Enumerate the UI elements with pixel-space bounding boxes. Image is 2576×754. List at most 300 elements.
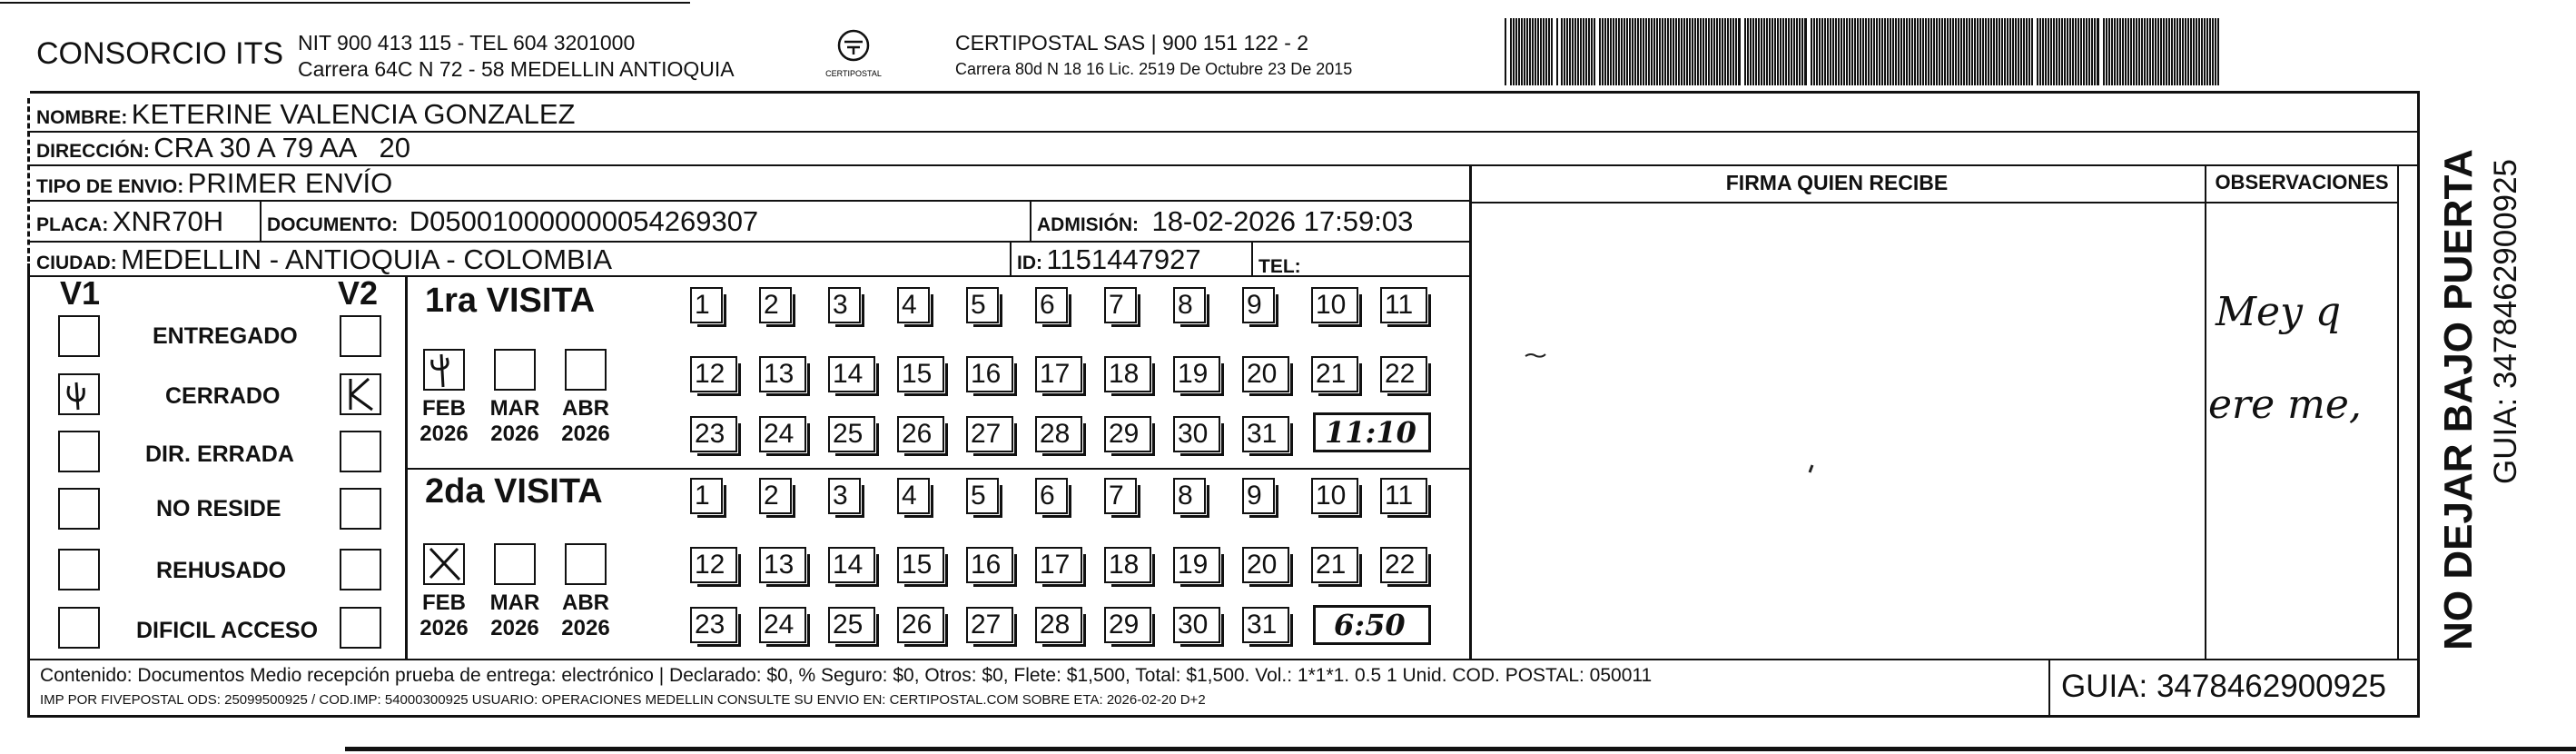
visit1-day-box[interactable]: 23 bbox=[690, 416, 737, 452]
barcode-bar bbox=[1708, 18, 1710, 85]
visit2-day-box[interactable]: 16 bbox=[966, 547, 1013, 583]
nombre-value: KETERINE VALENCIA GONZALEZ bbox=[131, 98, 576, 130]
barcode-bar bbox=[2212, 18, 2214, 85]
visit1-day-box[interactable]: 10 bbox=[1311, 287, 1358, 323]
carrier-line1: CERTIPOSTAL SAS | 900 151 122 - 2 bbox=[955, 31, 1309, 55]
visit2-month-abr-checkbox[interactable] bbox=[565, 543, 607, 585]
visit1-day-box[interactable]: 25 bbox=[828, 416, 875, 452]
barcode-bar bbox=[2083, 18, 2085, 85]
barcode-bar bbox=[1988, 18, 1989, 85]
barcode-bar bbox=[2053, 18, 2055, 85]
barcode-bar bbox=[1752, 18, 1754, 85]
barcode-bar bbox=[1895, 18, 1897, 85]
barcode-bar bbox=[1724, 18, 1726, 85]
visit1-month-abr-checkbox[interactable] bbox=[565, 349, 607, 391]
visit1-month-mar-checkbox[interactable] bbox=[494, 349, 536, 391]
svg-text:CERTIPOSTAL: CERTIPOSTAL bbox=[825, 69, 882, 78]
barcode-bar bbox=[2012, 18, 2014, 85]
admision-value: 18-02-2026 17:59:03 bbox=[1151, 205, 1414, 237]
v1-label: V1 bbox=[60, 274, 101, 312]
barcode-bar bbox=[1716, 18, 1718, 85]
barcode-bar bbox=[2018, 18, 2019, 85]
barcode-bar bbox=[2185, 18, 2186, 85]
barcode-bar bbox=[2080, 18, 2082, 85]
v1-no-reside-checkbox[interactable] bbox=[58, 488, 100, 530]
barcode-bar bbox=[2020, 18, 2022, 85]
barcode-bar bbox=[1799, 18, 1801, 85]
visit2-day-box[interactable]: 4 bbox=[897, 478, 930, 514]
barcode-bar bbox=[1755, 18, 1757, 85]
visit1-day-box[interactable]: 27 bbox=[966, 416, 1013, 452]
barcode-bar bbox=[1870, 18, 1872, 85]
tel-row: TEL: bbox=[1258, 256, 1301, 277]
barcode-bar bbox=[2061, 18, 2063, 85]
barcode-bar bbox=[1670, 18, 1672, 85]
barcode-bar bbox=[1841, 18, 1842, 85]
visit2-day-box[interactable]: 26 bbox=[897, 607, 944, 643]
barcode-bar bbox=[2179, 18, 2181, 85]
barcode-bar bbox=[1524, 18, 1525, 85]
barcode-bar bbox=[1681, 18, 1683, 85]
barcode-bar bbox=[1566, 18, 1568, 85]
tipo-envio-row: TIPO DE ENVIO: PRIMER ENVÍO bbox=[36, 167, 393, 199]
barcode-bar bbox=[2056, 18, 2058, 85]
visit1-day-box[interactable]: 2 bbox=[759, 287, 792, 323]
barcode-bar bbox=[1979, 18, 1981, 85]
barcode-bar bbox=[1782, 18, 1784, 85]
barcode-bar bbox=[2058, 18, 2060, 85]
barcode-bar bbox=[1551, 18, 1553, 85]
barcode-bar bbox=[2136, 18, 2137, 85]
visit1-day-box[interactable]: 20 bbox=[1242, 356, 1289, 392]
barcode-bar bbox=[1824, 18, 1826, 85]
barcode-bar bbox=[2122, 18, 2124, 85]
barcode-bar bbox=[1692, 18, 1693, 85]
visit1-day-box[interactable]: 28 bbox=[1035, 416, 1082, 452]
visit2-day-box[interactable]: 12 bbox=[690, 547, 737, 583]
visit1-day-box[interactable]: 18 bbox=[1104, 356, 1151, 392]
barcode-bar bbox=[2114, 18, 2116, 85]
v2-cerrado-checkbox[interactable] bbox=[340, 373, 381, 415]
barcode-bar bbox=[1750, 18, 1752, 85]
barcode-bar bbox=[2086, 18, 2087, 85]
barcode-bar bbox=[2163, 18, 2165, 85]
barcode-bar bbox=[2193, 18, 2195, 85]
barcode-bar bbox=[1632, 18, 1633, 85]
barcode-bar bbox=[1873, 18, 1875, 85]
barcode-bar bbox=[2028, 18, 2030, 85]
status-dir-errada: DIR. ERRADA bbox=[145, 441, 294, 467]
barcode-bar bbox=[1920, 18, 1921, 85]
visit1-day-box[interactable]: 26 bbox=[897, 416, 944, 452]
visit2-day-box[interactable]: 25 bbox=[828, 607, 875, 643]
barcode-bar bbox=[1772, 18, 1773, 85]
visit2-day-box[interactable]: 23 bbox=[690, 607, 737, 643]
barcode-bar bbox=[2072, 18, 2074, 85]
visit1-day-box[interactable]: 11 bbox=[1380, 287, 1427, 323]
visit1-day-box[interactable]: 24 bbox=[759, 416, 806, 452]
visit1-day-box[interactable]: 31 bbox=[1242, 416, 1289, 452]
barcode-bar bbox=[2160, 18, 2162, 85]
barcode-bar bbox=[1925, 18, 1927, 85]
visit2-day-box[interactable]: 1 bbox=[690, 478, 723, 514]
barcode-bar bbox=[1659, 18, 1661, 85]
barcode-bar bbox=[1763, 18, 1765, 85]
visit1-day-box[interactable]: 13 bbox=[759, 356, 806, 392]
barcode-bar bbox=[1977, 18, 1979, 85]
visit2-hour-box[interactable] bbox=[1313, 605, 1431, 645]
barcode-bar bbox=[1917, 18, 1919, 85]
barcode-bar bbox=[2130, 18, 2132, 85]
visit2-day-box[interactable]: 21 bbox=[1311, 547, 1358, 583]
visit1-hour: 11:10 bbox=[1325, 415, 1416, 450]
barcode-bar bbox=[2182, 18, 2184, 85]
visit2-day-box[interactable]: 6 bbox=[1035, 478, 1068, 514]
barcode-bar bbox=[2174, 18, 2176, 85]
v1-rehusado-checkbox[interactable] bbox=[58, 549, 100, 590]
v1-dir-errada-checkbox[interactable] bbox=[58, 431, 100, 472]
barcode-bar bbox=[2119, 18, 2121, 85]
barcode-bar bbox=[1761, 18, 1762, 85]
barcode-bar bbox=[1865, 18, 1867, 85]
footer-contenido: Contenido: Documentos Medio recepción prueba de entrega: electrónico | Declarado: $0, % Seguro: $0, Otros: $0, Flete: $1,500, Total: $1,500. Vol.: 1*1*1. 0.5 1 Unid. COD. POSTAL: 050011 bbox=[40, 665, 1653, 686]
barcode-bar bbox=[2001, 18, 2003, 85]
barcode-bar bbox=[1744, 18, 1746, 85]
v2-entregado-checkbox[interactable] bbox=[340, 315, 381, 357]
barcode-bar bbox=[1621, 18, 1623, 85]
certipostal-logo bbox=[817, 27, 890, 82]
barcode-bar bbox=[2050, 18, 2052, 85]
v2-no-reside-checkbox[interactable] bbox=[340, 488, 381, 530]
visit1-month-abr: ABR 2026 bbox=[561, 396, 610, 446]
barcode-bar bbox=[1664, 18, 1666, 85]
visit1-month-mar: MAR 2026 bbox=[489, 396, 540, 446]
side-guia: GUIA: 3478462900925 bbox=[2488, 158, 2523, 485]
barcode-bar bbox=[1727, 18, 1729, 85]
visit1-day-box[interactable]: 19 bbox=[1173, 356, 1220, 392]
visit2-day-box[interactable]: 19 bbox=[1173, 547, 1220, 583]
signature-area[interactable] bbox=[1480, 209, 2197, 654]
visit1-day-box[interactable]: 21 bbox=[1311, 356, 1358, 392]
visit1-day-box[interactable]: 22 bbox=[1380, 356, 1427, 392]
barcode-bar bbox=[2133, 18, 2135, 85]
barcode-bar bbox=[2117, 18, 2118, 85]
barcode-bar bbox=[1857, 18, 1859, 85]
barcode-bar bbox=[1615, 18, 1617, 85]
barcode-bar bbox=[1505, 18, 1506, 85]
barcode-bar bbox=[1697, 18, 1699, 85]
barcode-bar bbox=[1868, 18, 1870, 85]
barcode-bar bbox=[2091, 18, 2093, 85]
barcode-bar bbox=[1903, 18, 1905, 85]
visit2-hour: 6:50 bbox=[1334, 608, 1406, 642]
barcode-bar bbox=[1879, 18, 1880, 85]
visit2-day-box[interactable]: 3 bbox=[828, 478, 861, 514]
barcode-bar bbox=[1811, 18, 1812, 85]
barcode-bar bbox=[1673, 18, 1674, 85]
barcode-bar bbox=[1604, 18, 1606, 85]
visit2-day-box[interactable]: 11 bbox=[1380, 478, 1427, 514]
barcode-bar bbox=[1675, 18, 1677, 85]
barcode-bar bbox=[1700, 18, 1702, 85]
direccion-value: CRA 30 A 79 AA 20 bbox=[153, 132, 410, 164]
visit2-day-box[interactable]: 24 bbox=[759, 607, 806, 643]
barcode-bar bbox=[1569, 18, 1571, 85]
barcode-bar bbox=[1640, 18, 1642, 85]
barcode-bar bbox=[1618, 18, 1620, 85]
barcode-bar bbox=[1678, 18, 1680, 85]
visit2-day-box[interactable]: 14 bbox=[828, 547, 875, 583]
barcode-bar bbox=[1545, 18, 1547, 85]
visit2-day-box[interactable]: 30 bbox=[1173, 607, 1220, 643]
visit1-day-box[interactable]: 12 bbox=[690, 356, 737, 392]
barcode-bar bbox=[1974, 18, 1976, 85]
barcode-bar bbox=[2007, 18, 2008, 85]
firma-header: FIRMA QUIEN RECIBE bbox=[1725, 171, 1949, 194]
ciudad-row: CIUDAD: MEDELLIN - ANTIOQUIA - COLOMBIA bbox=[36, 243, 612, 275]
barcode-bar bbox=[1887, 18, 1889, 85]
barcode-bar bbox=[1537, 18, 1539, 85]
barcode-bar bbox=[2215, 18, 2216, 85]
barcode-bar bbox=[2088, 18, 2090, 85]
barcode-bar bbox=[1521, 18, 1523, 85]
barcode-bar bbox=[1637, 18, 1639, 85]
visit1-day-box[interactable]: 9 bbox=[1242, 287, 1275, 323]
visit2-day-box[interactable]: 2 bbox=[759, 478, 792, 514]
barcode-bar bbox=[1796, 18, 1798, 85]
barcode-bar bbox=[1941, 18, 1943, 85]
barcode-bar bbox=[1960, 18, 1962, 85]
barcode-bar bbox=[1838, 18, 1840, 85]
barcode-bar bbox=[2155, 18, 2157, 85]
barcode-bar bbox=[1963, 18, 1965, 85]
barcode-bar bbox=[1835, 18, 1837, 85]
v1-dificil-acceso-checkbox[interactable] bbox=[58, 607, 100, 649]
barcode-bar bbox=[1846, 18, 1848, 85]
barcode-bar bbox=[2108, 18, 2110, 85]
visit2-day-box[interactable]: 22 bbox=[1380, 547, 1427, 583]
barcode-bar bbox=[2217, 18, 2219, 85]
barcode-bar bbox=[1662, 18, 1663, 85]
v2-rehusado-checkbox[interactable] bbox=[340, 549, 381, 590]
documento-row: DOCUMENTO: D050010000000054269307 bbox=[267, 205, 759, 237]
direccion-row: DIRECCIÓN: CRA 30 A 79 AA 20 bbox=[36, 132, 410, 164]
barcode-bar bbox=[1703, 18, 1704, 85]
visit1-day-box[interactable]: 3 bbox=[828, 287, 861, 323]
barcode-bar bbox=[1851, 18, 1853, 85]
barcode-bar bbox=[1928, 18, 1930, 85]
v2-dir-errada-checkbox[interactable] bbox=[340, 431, 381, 472]
barcode-bar bbox=[2166, 18, 2167, 85]
visit2-day-box[interactable]: 9 bbox=[1242, 478, 1275, 514]
visit2-month-mar-checkbox[interactable] bbox=[494, 543, 536, 585]
id-value: 1151447927 bbox=[1046, 243, 1201, 275]
barcode-bar bbox=[1816, 18, 1818, 85]
visit2-month-mar: MAR 2026 bbox=[489, 590, 540, 640]
barcode-bar bbox=[1999, 18, 2000, 85]
visit1-day-box[interactable]: 8 bbox=[1173, 287, 1206, 323]
barcode-bar bbox=[1689, 18, 1691, 85]
visit1-day-box[interactable]: 7 bbox=[1104, 287, 1137, 323]
barcode-bar bbox=[1788, 18, 1790, 85]
visit2-day-box[interactable]: 29 bbox=[1104, 607, 1151, 643]
barcode-bar bbox=[1993, 18, 1995, 85]
visit1-month-feb-checkbox[interactable] bbox=[423, 349, 465, 391]
visit2-title: 2da VISITA bbox=[425, 472, 603, 511]
barcode-bar bbox=[1804, 18, 1807, 85]
visit2-day-box[interactable]: 7 bbox=[1104, 478, 1137, 514]
barcode-bar bbox=[2138, 18, 2140, 85]
barcode-bar bbox=[2127, 18, 2129, 85]
visit2-day-box[interactable]: 27 bbox=[966, 607, 1013, 643]
barcode-bar bbox=[1526, 18, 1528, 85]
status-no-reside: NO RESIDE bbox=[156, 496, 281, 521]
barcode-bar bbox=[2125, 18, 2127, 85]
barcode-bar bbox=[1952, 18, 1954, 85]
visit1-day-box[interactable]: 6 bbox=[1035, 287, 1068, 323]
barcode-bar bbox=[2147, 18, 2148, 85]
barcode-bar bbox=[2015, 18, 2017, 85]
barcode-bar bbox=[2048, 18, 2049, 85]
visit2-month-feb: FEB 2026 bbox=[419, 590, 469, 640]
barcode-bar bbox=[1686, 18, 1688, 85]
barcode-bar bbox=[1944, 18, 1946, 85]
barcode-bar bbox=[1532, 18, 1534, 85]
visit2-day-box[interactable]: 10 bbox=[1311, 478, 1358, 514]
barcode-bar bbox=[2204, 18, 2206, 85]
barcode-bar bbox=[1892, 18, 1894, 85]
barcode-bar bbox=[1933, 18, 1935, 85]
barcode-bar bbox=[2209, 18, 2211, 85]
barcode-bar bbox=[1732, 18, 1734, 85]
barcode-bar bbox=[2023, 18, 2025, 85]
barcode-bar bbox=[1645, 18, 1647, 85]
v2-label: V2 bbox=[338, 274, 379, 312]
visit1-day-box[interactable]: 15 bbox=[897, 356, 944, 392]
visit2-day-box[interactable]: 5 bbox=[966, 478, 999, 514]
barcode-bar bbox=[2171, 18, 2173, 85]
barcode-bar bbox=[2144, 18, 2146, 85]
visit1-day-box[interactable]: 16 bbox=[966, 356, 1013, 392]
barcode-bar bbox=[1900, 18, 1902, 85]
barcode-bar bbox=[1996, 18, 1998, 85]
barcode-bar bbox=[2094, 18, 2096, 85]
barcode-bar bbox=[2103, 18, 2105, 85]
visit2-day-box[interactable]: 15 bbox=[897, 547, 944, 583]
barcode-bar bbox=[1860, 18, 1861, 85]
barcode-bar bbox=[1813, 18, 1815, 85]
documento-value: D050010000000054269307 bbox=[409, 205, 759, 237]
visit1-day-box[interactable]: 1 bbox=[690, 287, 723, 323]
barcode-bar bbox=[1930, 18, 1932, 85]
barcode-bar bbox=[1577, 18, 1579, 85]
barcode-bar bbox=[2042, 18, 2044, 85]
visit1-day-box[interactable]: 30 bbox=[1173, 416, 1220, 452]
barcode-bar bbox=[1735, 18, 1737, 85]
visit1-day-box[interactable]: 4 bbox=[897, 287, 930, 323]
v1-entregado-checkbox[interactable] bbox=[58, 315, 100, 357]
barcode-bar bbox=[2149, 18, 2151, 85]
visit2-day-box[interactable]: 13 bbox=[759, 547, 806, 583]
barcode-bar bbox=[1548, 18, 1550, 85]
visit2-month-feb-checkbox[interactable] bbox=[423, 543, 465, 585]
barcode-bar bbox=[1583, 18, 1584, 85]
company-info-line2: Carrera 64C N 72 - 58 MEDELLIN ANTIOQUIA bbox=[298, 57, 735, 81]
barcode-bar bbox=[1518, 18, 1520, 85]
barcode-bar bbox=[1711, 18, 1712, 85]
visit2-day-box[interactable]: 31 bbox=[1242, 607, 1289, 643]
barcode-bar bbox=[1651, 18, 1653, 85]
footer-guia: GUIA: 3478462900925 bbox=[2060, 669, 2387, 704]
v2-dificil-acceso-checkbox[interactable] bbox=[340, 607, 381, 649]
barcode-bar bbox=[1793, 18, 1795, 85]
visit1-day-box[interactable]: 29 bbox=[1104, 416, 1151, 452]
barcode-bar bbox=[1785, 18, 1787, 85]
barcode-bar bbox=[2176, 18, 2178, 85]
barcode-bar bbox=[1730, 18, 1732, 85]
visit2-day-box[interactable]: 28 bbox=[1035, 607, 1082, 643]
barcode-bar bbox=[1982, 18, 1984, 85]
barcode-bar bbox=[1556, 18, 1558, 85]
barcode-bar bbox=[1591, 18, 1593, 85]
barcode-bar bbox=[2039, 18, 2041, 85]
barcode-bar bbox=[1656, 18, 1658, 85]
visit2-month-abr: ABR 2026 bbox=[561, 590, 610, 640]
barcode-bar bbox=[1884, 18, 1886, 85]
barcode-bar bbox=[2206, 18, 2208, 85]
barcode-bar bbox=[1876, 18, 1878, 85]
visit1-hour-box[interactable] bbox=[1313, 412, 1431, 452]
barcode-bar bbox=[2187, 18, 2189, 85]
barcode-bar bbox=[1890, 18, 1891, 85]
side-warning: NO DEJAR BAJO PUERTA bbox=[2436, 149, 2481, 650]
visit2-day-box[interactable]: 18 bbox=[1104, 547, 1151, 583]
status-rehusado: REHUSADO bbox=[156, 558, 287, 583]
barcode-bar bbox=[2141, 18, 2143, 85]
company-name: CONSORCIO ITS bbox=[36, 36, 284, 71]
status-dificil-acceso: DIFICIL ACCESO bbox=[136, 618, 319, 643]
barcode-bar bbox=[2075, 18, 2077, 85]
barcode-bar bbox=[2196, 18, 2197, 85]
visit2-day-box[interactable]: 8 bbox=[1173, 478, 1206, 514]
visit1-title: 1ra VISITA bbox=[425, 282, 596, 320]
visit1-day-box[interactable]: 17 bbox=[1035, 356, 1082, 392]
barcode-bar bbox=[2037, 18, 2038, 85]
barcode-bar bbox=[1738, 18, 1741, 85]
barcode-bar bbox=[1766, 18, 1768, 85]
barcode-bar bbox=[2004, 18, 2006, 85]
visit2-day-box[interactable]: 20 bbox=[1242, 547, 1289, 583]
barcode-bar bbox=[1801, 18, 1803, 85]
v1-cerrado-checkbox[interactable] bbox=[58, 373, 100, 415]
barcode-bar bbox=[1588, 18, 1590, 85]
barcode-bar bbox=[1535, 18, 1536, 85]
barcode-bar bbox=[2168, 18, 2170, 85]
visit1-day-box[interactable]: 5 bbox=[966, 287, 999, 323]
visit2-day-box[interactable]: 17 bbox=[1035, 547, 1082, 583]
barcode-bar bbox=[1830, 18, 1831, 85]
barcode-bar bbox=[1564, 18, 1565, 85]
barcode-bar bbox=[1819, 18, 1821, 85]
barcode bbox=[1503, 18, 2225, 85]
barcode-bar bbox=[2026, 18, 2028, 85]
admision-row: ADMISIÓN: 18-02-2026 17:59:03 bbox=[1037, 205, 1414, 237]
barcode-bar bbox=[2064, 18, 2066, 85]
barcode-bar bbox=[1949, 18, 1951, 85]
barcode-bar bbox=[1515, 18, 1517, 85]
visit1-day-box[interactable]: 14 bbox=[828, 356, 875, 392]
barcode-bar bbox=[1911, 18, 1913, 85]
